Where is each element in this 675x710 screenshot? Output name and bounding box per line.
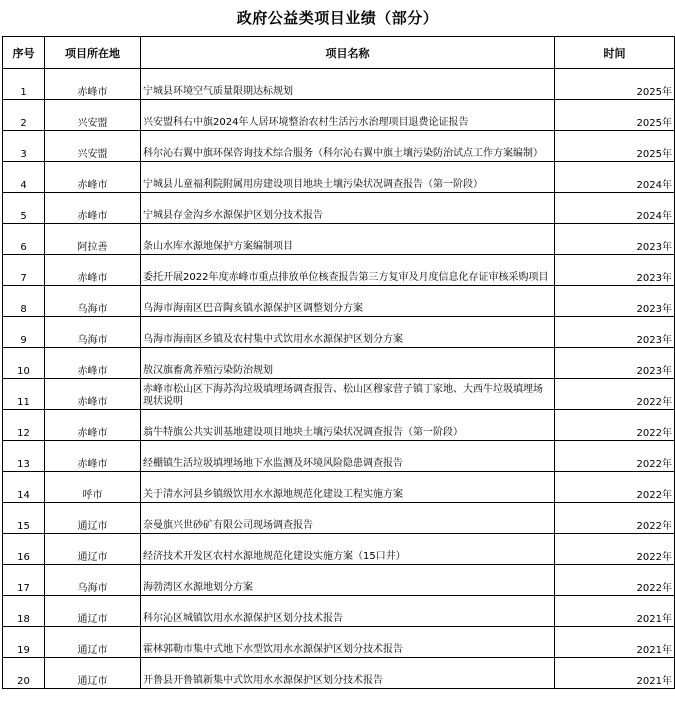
row-project-name: 兴安盟科右中旗2024年人居环境整治农村生活污水治理项目退费论证报告 xyxy=(141,100,555,131)
row-project-name: 宁城县存金沟乡水源保护区划分技术报告 xyxy=(141,193,555,224)
row-project-name: 条山水库水源地保护方案编制项目 xyxy=(141,224,555,255)
table-row xyxy=(3,379,675,410)
row-project-name: 敖汉旗畜禽养殖污染防治规划 xyxy=(141,348,555,379)
row-project-name: 乌海市海南区乡镇及农村集中式饮用水水源保护区划分方案 xyxy=(141,317,555,348)
row-location: 通辽市 xyxy=(45,534,141,565)
row-time: 2025年 xyxy=(555,69,675,100)
table-row xyxy=(3,534,675,565)
row-project-name: 赤峰市松山区下海苏沟垃圾填埋场调查报告、松山区穆家营子镇丁家地、大西牛垃圾填埋场现状说明 xyxy=(141,379,555,410)
table-row xyxy=(3,317,675,348)
table-body xyxy=(3,69,675,689)
row-number: 14 xyxy=(3,472,45,503)
row-number: 20 xyxy=(3,658,45,689)
row-location: 阿拉善 xyxy=(45,224,141,255)
table-row xyxy=(3,627,675,658)
row-location: 赤峰市 xyxy=(45,69,141,100)
row-number: 15 xyxy=(3,503,45,534)
table-row xyxy=(3,162,675,193)
row-time: 2022年 xyxy=(555,472,675,503)
row-project-name: 关于清水河县乡镇级饮用水水源地规范化建设工程实施方案 xyxy=(141,472,555,503)
row-number: 10 xyxy=(3,348,45,379)
row-time: 2022年 xyxy=(555,441,675,472)
row-location: 兴安盟 xyxy=(45,131,141,162)
row-location: 乌海市 xyxy=(45,286,141,317)
row-number: 13 xyxy=(3,441,45,472)
row-location: 通辽市 xyxy=(45,627,141,658)
row-location: 通辽市 xyxy=(45,596,141,627)
row-project-name: 霍林郭勒市集中式地下水型饮用水水源保护区划分技术报告 xyxy=(141,627,555,658)
row-location: 通辽市 xyxy=(45,503,141,534)
row-location: 赤峰市 xyxy=(45,441,141,472)
row-time: 2023年 xyxy=(555,348,675,379)
row-number: 19 xyxy=(3,627,45,658)
row-location: 赤峰市 xyxy=(45,348,141,379)
row-time: 2023年 xyxy=(555,317,675,348)
row-project-name: 经济技术开发区农村水源地规范化建设实施方案（15口井） xyxy=(141,534,555,565)
row-time: 2021年 xyxy=(555,596,675,627)
table-row xyxy=(3,69,675,100)
row-time: 2022年 xyxy=(555,503,675,534)
row-time: 2023年 xyxy=(555,255,675,286)
row-location: 乌海市 xyxy=(45,317,141,348)
header-row xyxy=(3,37,675,69)
header-time: 时间 xyxy=(555,37,675,69)
row-number: 3 xyxy=(3,131,45,162)
row-project-name: 委托开展2022年度赤峰市重点排放单位核查报告第三方复审及月度信息化存证审核采购项目 xyxy=(141,255,555,286)
row-location: 赤峰市 xyxy=(45,255,141,286)
table-row xyxy=(3,131,675,162)
row-project-name: 科尔沁区城镇饮用水水源保护区划分技术报告 xyxy=(141,596,555,627)
row-time: 2023年 xyxy=(555,224,675,255)
page-title: 政府公益类项目业绩（部分） xyxy=(236,9,439,27)
row-number: 6 xyxy=(3,224,45,255)
row-number: 18 xyxy=(3,596,45,627)
row-location: 呼市 xyxy=(45,472,141,503)
row-location: 通辽市 xyxy=(45,658,141,689)
row-time: 2022年 xyxy=(555,379,675,410)
table-row xyxy=(3,255,675,286)
table-row xyxy=(3,565,675,596)
table-row xyxy=(3,472,675,503)
table-row xyxy=(3,193,675,224)
table-row xyxy=(3,100,675,131)
row-location: 赤峰市 xyxy=(45,162,141,193)
row-time: 2021年 xyxy=(555,627,675,658)
row-time: 2025年 xyxy=(555,100,675,131)
row-time: 2023年 xyxy=(555,286,675,317)
row-time: 2022年 xyxy=(555,534,675,565)
header-no: 序号 xyxy=(3,37,45,69)
row-number: 16 xyxy=(3,534,45,565)
row-project-name: 宁城县儿童福利院附属用房建设项目地块土壤污染状况调查报告（第一阶段） xyxy=(141,162,555,193)
row-project-name: 乌海市海南区巴音陶亥镇水源保护区调整划分方案 xyxy=(141,286,555,317)
table-row xyxy=(3,596,675,627)
table-row xyxy=(3,658,675,689)
row-location: 赤峰市 xyxy=(45,193,141,224)
row-time: 2024年 xyxy=(555,162,675,193)
row-location: 乌海市 xyxy=(45,565,141,596)
row-number: 1 xyxy=(3,69,45,100)
row-time: 2025年 xyxy=(555,131,675,162)
row-project-name: 开鲁县开鲁镇新集中式饮用水水源保护区划分技术报告 xyxy=(141,658,555,689)
table-row xyxy=(3,286,675,317)
table-row xyxy=(3,410,675,441)
row-time: 2021年 xyxy=(555,658,675,689)
row-number: 12 xyxy=(3,410,45,441)
row-location: 兴安盟 xyxy=(45,100,141,131)
row-number: 5 xyxy=(3,193,45,224)
row-project-name: 经棚镇生活垃圾填埋场地下水监测及环境风险隐患调查报告 xyxy=(141,441,555,472)
row-number: 11 xyxy=(3,379,45,410)
row-time: 2022年 xyxy=(555,410,675,441)
row-project-name: 奈曼旗兴世砂矿有限公司现场调查报告 xyxy=(141,503,555,534)
row-project-name: 翁牛特旗公共实训基地建设项目地块土壤污染状况调查报告（第一阶段） xyxy=(141,410,555,441)
row-number: 2 xyxy=(3,100,45,131)
row-project-name: 海勃湾区水源地划分方案 xyxy=(141,565,555,596)
row-project-name: 宁城县环境空气质量限期达标规划 xyxy=(141,69,555,100)
project-table xyxy=(2,36,675,689)
row-time: 2022年 xyxy=(555,565,675,596)
row-number: 17 xyxy=(3,565,45,596)
row-number: 7 xyxy=(3,255,45,286)
table-row xyxy=(3,224,675,255)
row-project-name: 科尔沁右翼中旗环保咨询技术综合服务（科尔沁右翼中旗土壤污染防治试点工作方案编制） xyxy=(141,131,555,162)
row-location: 赤峰市 xyxy=(45,410,141,441)
header-name: 项目名称 xyxy=(141,37,555,69)
row-location: 赤峰市 xyxy=(45,379,141,410)
row-time: 2024年 xyxy=(555,193,675,224)
header-location: 项目所在地 xyxy=(45,37,141,69)
row-number: 4 xyxy=(3,162,45,193)
table-row xyxy=(3,441,675,472)
table-row xyxy=(3,348,675,379)
row-number: 9 xyxy=(3,317,45,348)
table-row xyxy=(3,503,675,534)
row-number: 8 xyxy=(3,286,45,317)
